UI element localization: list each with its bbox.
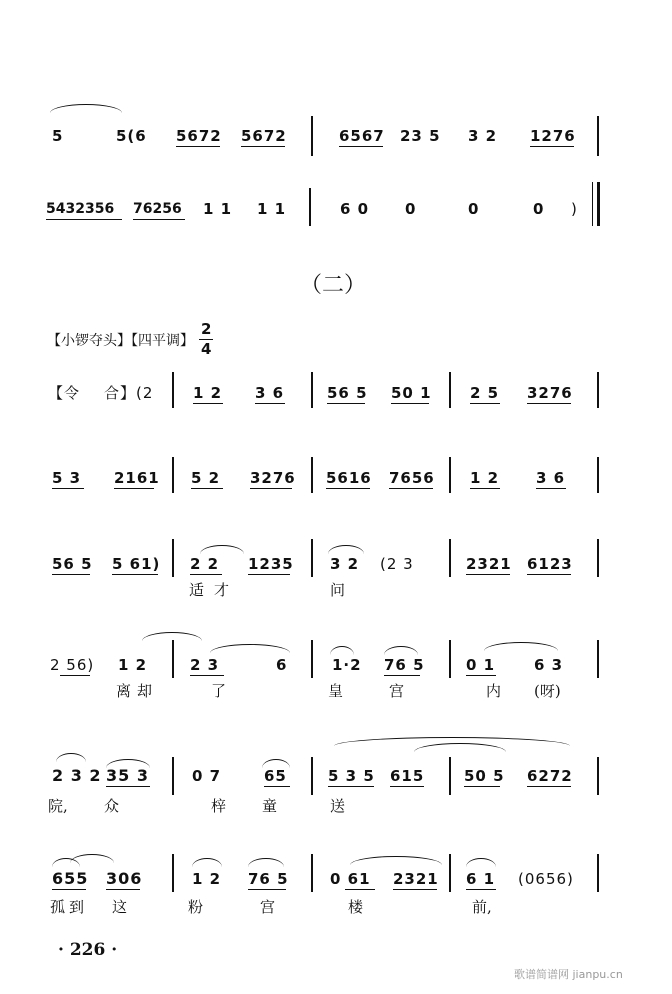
underline	[384, 675, 420, 676]
note-group: 3 2	[330, 555, 360, 573]
underline	[391, 403, 429, 404]
note-group: 【令	[48, 384, 81, 402]
underline	[390, 786, 424, 787]
barline	[597, 372, 599, 408]
time-signature-denominator: 4	[201, 340, 212, 358]
note-group: 306	[106, 869, 143, 888]
underline	[393, 889, 437, 890]
underline	[527, 786, 571, 787]
underline	[470, 403, 500, 404]
note-group: 2 56)	[50, 656, 95, 674]
note-group: 5432356	[46, 201, 115, 217]
lyric: 众	[104, 797, 120, 815]
note-group: 3276	[527, 384, 573, 402]
underline	[466, 889, 496, 890]
score-system-2	[0, 182, 672, 242]
barline	[449, 457, 451, 493]
section-heading: （二）	[300, 273, 367, 298]
slur	[50, 104, 122, 113]
score-system-5	[0, 535, 672, 605]
underline	[264, 786, 290, 787]
slur	[484, 642, 558, 651]
note-group: 5 61)	[112, 555, 161, 573]
underline	[114, 488, 154, 489]
note-group: 6	[276, 656, 288, 674]
barline	[597, 457, 599, 493]
note-group: 23 5	[400, 127, 441, 145]
slur	[70, 854, 114, 863]
note-group: 1·2	[332, 656, 362, 674]
lyric: 院,	[48, 797, 68, 815]
barline	[597, 854, 599, 892]
note-group: 1 2	[192, 870, 222, 888]
underline	[328, 786, 374, 787]
final-barline-thick	[597, 182, 600, 226]
underline	[339, 146, 383, 147]
note-group: 3 6	[255, 384, 285, 402]
slur	[350, 856, 442, 865]
lyric: 了	[211, 682, 227, 700]
lyric: 适才	[189, 581, 240, 599]
slur	[248, 858, 284, 867]
note-group: 1276	[530, 127, 576, 145]
slur	[328, 545, 364, 554]
underline	[190, 574, 222, 575]
note-group: 7656	[389, 469, 435, 487]
underline	[389, 488, 433, 489]
score-system-6	[0, 630, 672, 710]
score-system-4	[0, 455, 672, 505]
barline	[449, 539, 451, 577]
barline	[311, 539, 313, 577]
underline	[52, 488, 84, 489]
slur	[56, 753, 86, 762]
lyric: 粉	[188, 898, 204, 916]
underline	[326, 488, 370, 489]
underline	[530, 146, 574, 147]
note-group: 0 61	[330, 870, 371, 888]
note-group: 65	[264, 767, 287, 785]
barline	[172, 757, 174, 795]
note-group: 5(6	[116, 127, 147, 145]
lyric: 内	[486, 682, 502, 700]
barline	[449, 640, 451, 678]
note-group: 5672	[176, 127, 222, 145]
underline	[527, 574, 571, 575]
note-group: 6123	[527, 555, 573, 573]
underline	[191, 488, 223, 489]
lyric: 宫	[389, 682, 405, 700]
note-group: 5672	[241, 127, 287, 145]
underline	[193, 403, 223, 404]
lyric: 梓	[211, 797, 227, 815]
slur	[384, 646, 418, 655]
note-group: 2 3 2	[52, 766, 102, 785]
note-group: 76256	[133, 201, 182, 217]
score-system-1	[0, 100, 672, 160]
final-barline	[592, 182, 593, 226]
barline	[172, 640, 174, 678]
closing-paren: )	[571, 200, 578, 218]
note-group: 615	[390, 767, 425, 785]
barline	[172, 372, 174, 408]
lyric: 宫	[260, 898, 276, 916]
note-group: 2321	[466, 555, 512, 573]
barline	[597, 640, 599, 678]
underline	[466, 574, 510, 575]
lyric: 童	[262, 797, 278, 815]
note-group: 0	[405, 200, 417, 218]
time-signature-numerator: 2	[201, 320, 212, 338]
note-group: 5616	[326, 469, 372, 487]
note-group: 1235	[248, 555, 294, 573]
underline	[345, 889, 375, 890]
note-group: 3 6	[536, 469, 566, 487]
underline	[112, 574, 158, 575]
lyric: 皇	[328, 682, 344, 700]
underline	[255, 403, 285, 404]
slur	[330, 646, 354, 655]
note-group: 5 3	[52, 469, 82, 487]
underline	[52, 889, 86, 890]
barline	[172, 854, 174, 892]
note-group: 50 5	[464, 767, 505, 785]
note-group: 0 7	[192, 767, 222, 785]
underline	[470, 488, 500, 489]
note-group: 1 2	[118, 656, 148, 674]
lyric: 送	[330, 797, 346, 815]
note-group: 0 1	[466, 656, 496, 674]
note-group: (2 3	[380, 555, 414, 573]
underline	[46, 219, 122, 220]
note-group: 5 2	[191, 469, 221, 487]
note-group: 56 5	[327, 384, 368, 402]
tune-label: 【小锣夺头】【四平调】	[47, 333, 194, 349]
page-number: · 226 ·	[58, 940, 118, 960]
watermark: 歌谱简谱网 jianpu.cn	[514, 968, 623, 981]
note-group: 1 1	[203, 200, 233, 218]
note-group: 2 3	[190, 656, 220, 674]
underline	[466, 675, 496, 676]
note-group: 3276	[250, 469, 296, 487]
note-group: 3 2	[468, 127, 498, 145]
score-system-8	[0, 850, 672, 930]
note-group: 6 0	[340, 200, 370, 218]
note-group: 6 1	[466, 870, 496, 888]
underline	[60, 675, 90, 676]
barline	[597, 539, 599, 577]
note-group: 50 1	[391, 384, 432, 402]
note-group: 1 2	[193, 384, 223, 402]
underline	[106, 889, 140, 890]
lyric: 离却	[116, 682, 159, 700]
note-group: 2161	[114, 469, 160, 487]
note-group: 6567	[339, 127, 385, 145]
slur	[210, 644, 290, 653]
score-system-3	[0, 370, 672, 420]
underline	[106, 786, 150, 787]
barline	[311, 372, 313, 408]
barline	[309, 188, 311, 226]
barline	[172, 539, 174, 577]
note-group: 0	[533, 200, 545, 218]
note-group: 5	[52, 127, 64, 145]
barline	[449, 757, 451, 795]
barline	[311, 640, 313, 678]
note-group: 35 3	[106, 766, 149, 785]
score-system-7	[0, 735, 672, 825]
note-group: 2 5	[470, 384, 500, 402]
note-group: 合】(2	[104, 384, 154, 402]
barline	[311, 116, 313, 156]
underline	[133, 219, 185, 220]
underline	[176, 146, 220, 147]
lyric: 孤到	[50, 898, 89, 916]
lyric: 问	[330, 581, 346, 599]
note-group: 0	[468, 200, 480, 218]
barline	[597, 116, 599, 156]
lyric: 这	[112, 898, 128, 916]
lyric: 前,	[472, 898, 492, 916]
slur	[466, 858, 496, 867]
underline	[527, 403, 571, 404]
underline	[536, 488, 566, 489]
note-group: (0656)	[518, 870, 574, 888]
barline	[311, 757, 313, 795]
note-group: 6272	[527, 767, 573, 785]
note-group: 5 3 5	[328, 767, 375, 785]
underline	[327, 403, 365, 404]
note-group: 76 5	[384, 656, 425, 674]
slur	[192, 858, 222, 867]
underline	[250, 488, 292, 489]
note-group: 1 1	[257, 200, 287, 218]
barline	[597, 757, 599, 795]
note-group: 655	[52, 869, 89, 888]
underline	[248, 889, 286, 890]
barline	[311, 854, 313, 892]
note-group: 2321	[393, 870, 439, 888]
note-group: 2 2	[190, 555, 220, 573]
note-group: 1 2	[470, 469, 500, 487]
barline	[449, 854, 451, 892]
lyric: 楼	[348, 898, 364, 916]
note-group: 76 5	[248, 870, 289, 888]
note-group: 6 3	[534, 656, 564, 674]
underline	[190, 675, 224, 676]
barline	[449, 372, 451, 408]
barline	[172, 457, 174, 493]
slur	[200, 545, 244, 554]
note-group: 56 5	[52, 555, 93, 573]
underline	[241, 146, 285, 147]
underline	[52, 574, 90, 575]
barline	[311, 457, 313, 493]
underline	[464, 786, 500, 787]
lyric: (呀)	[534, 682, 561, 700]
underline	[248, 574, 290, 575]
